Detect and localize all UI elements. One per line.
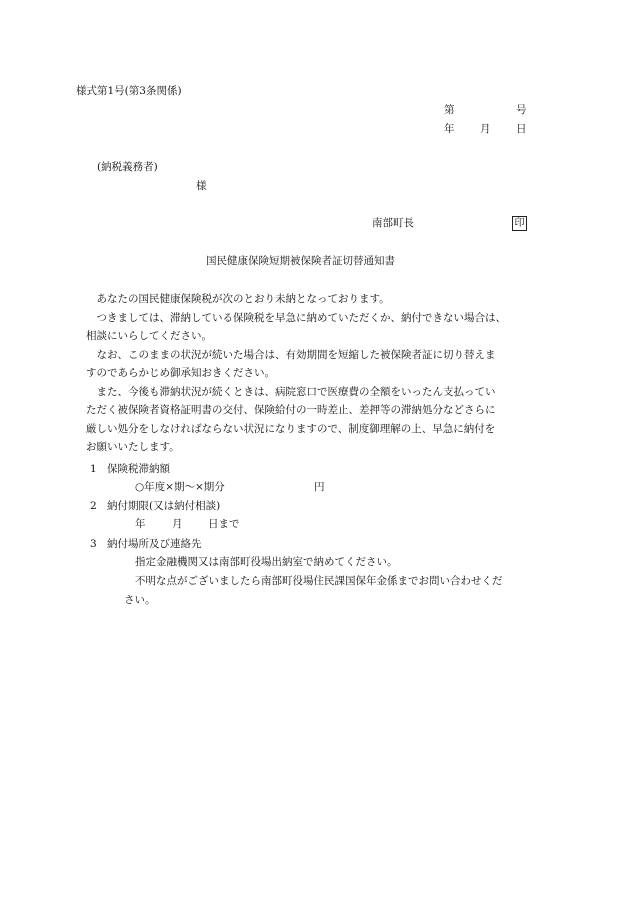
item-1-title: 保険税滞納額 [107, 463, 170, 475]
date-month: 月 [480, 123, 491, 135]
paragraph-2-line-2: 相談にいらしてください。 [86, 330, 212, 342]
addressee-label: (納税義務者) [97, 161, 158, 173]
number-prefix: 第 [444, 104, 455, 116]
seal-mark: 印 [512, 216, 527, 231]
paragraph-4-line-3: 厳しい処分をしなければならない状況になりますので、制度御理解の上、早急に納付を [86, 422, 496, 435]
paragraph-1: あなたの国民健康保険税が次のとおり未納となっております。 [96, 293, 390, 305]
document-title: 国民健康保険短期被保険者証切替通知書 [206, 255, 395, 267]
item-2-number: 2 [90, 500, 97, 512]
addressee-honorific: 様 [196, 180, 207, 192]
item-1-unit: 円 [314, 481, 325, 493]
form-number: 様式第1号(第3条関係) [76, 85, 182, 97]
item-3-line-2: 不明な点がございましたら南部町役場住民課国保年金係までお問い合わせくだ [135, 575, 503, 587]
paragraph-2-line-1: つきましては、滞納している保険税を早急に納めていただくか、納付できない場合は、 [96, 311, 506, 324]
item-2-year: 年 [135, 518, 146, 530]
item-3-title: 納付場所及び連絡先 [107, 538, 202, 550]
paragraph-4-line-2: ただく被保険者資格証明書の交付、保険給付の一時差止、差押等の滞納処分などさらに [86, 404, 496, 416]
paragraph-3-line-1: なお、このままの状況が続いた場合は、有効期間を短縮した被保険者証に切り替えま [96, 348, 496, 361]
number-suffix: 号 [516, 104, 527, 116]
item-1-number: 1 [90, 463, 97, 475]
paragraph-3-line-2: すのであらかじめ御承知おきください。 [86, 367, 275, 379]
item-2-day: 日まで [208, 518, 240, 530]
sender-name: 南部町長 [372, 217, 414, 229]
paragraph-4-line-1: また、今後も滞納状況が続くときは、病院窓口で医療費の全額をいったん支払ってい [96, 385, 496, 398]
item-2-month: 月 [172, 518, 183, 530]
item-3-line-1: 指定金融機関又は南部町役場出納室で納めてください。 [135, 556, 398, 568]
paragraph-4-line-4: お願いいたします。 [86, 441, 180, 453]
item-2-title: 納付期限(又は納付相談) [107, 500, 221, 512]
date-day: 日 [516, 123, 527, 135]
date-year: 年 [444, 123, 455, 135]
item-3-number: 3 [90, 538, 97, 550]
body-text [86, 290, 556, 457]
item-1-detail: ○年度×期～×期分 [135, 481, 225, 493]
item-3-line-3: さい。 [124, 594, 156, 606]
